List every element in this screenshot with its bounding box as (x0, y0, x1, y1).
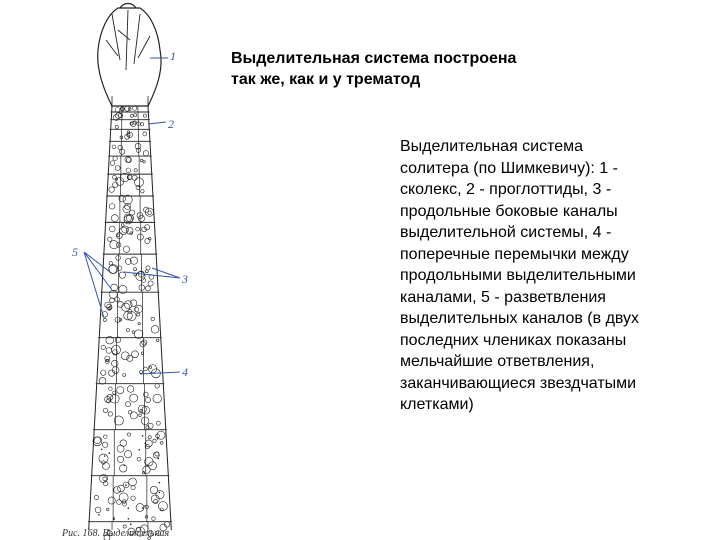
branch-cell (140, 370, 143, 373)
branch-cell (137, 457, 141, 461)
branch-cell (109, 187, 115, 193)
branch-cell (109, 226, 115, 232)
caption-line: заканчивающиеся звездчатыми (400, 374, 637, 392)
caption-line: каналами, 5 - разветвления (400, 288, 606, 306)
branch-cell (113, 175, 117, 179)
branch-cell (151, 326, 159, 334)
caption-line: клетками) (400, 396, 474, 413)
branch-cell (119, 493, 128, 502)
branch-cell (113, 156, 117, 160)
branch-cell (120, 465, 127, 472)
branch-cell (125, 106, 130, 111)
branch-cell (126, 168, 131, 173)
branch-cell (115, 166, 120, 171)
branch-cell (95, 507, 101, 513)
branch-cell (141, 417, 149, 425)
flame-cell-dot (101, 449, 103, 451)
branch-cell (117, 387, 124, 394)
branch-cell (151, 317, 154, 320)
branch-cell (123, 195, 132, 204)
branch-cell (134, 330, 143, 339)
branch-cell (134, 114, 137, 117)
label-2: 2 (168, 117, 174, 131)
branch-cell (114, 487, 121, 494)
label-5: 5 (72, 245, 78, 259)
title-line: так же, как и у трематод (231, 71, 421, 88)
branch-cell (127, 386, 134, 393)
caption-line: Выделительная система (400, 138, 584, 155)
branch-cell (122, 502, 126, 506)
branch-cell (123, 246, 129, 252)
branch-cell (153, 394, 162, 403)
label-3: 3 (182, 272, 188, 286)
branch-cell (102, 442, 107, 447)
branch-cell (149, 366, 151, 368)
branch-cell (143, 132, 147, 136)
branch-cell (117, 456, 123, 462)
branch-cell (139, 414, 142, 417)
branch-cell (129, 478, 137, 486)
flame-cell-dot (144, 505, 146, 507)
flame-cell-dot (128, 518, 130, 520)
branch-cell (99, 454, 108, 463)
branch-cell (94, 495, 98, 499)
flame-cell-dot (157, 438, 159, 440)
branch-cell (108, 237, 112, 241)
branch-cell (126, 402, 131, 407)
branch-cell (103, 477, 107, 481)
branch-cell (112, 145, 116, 149)
flame-cell-dot (157, 458, 159, 460)
branch-cell (127, 175, 132, 180)
title-line: Выделительная система построена (231, 50, 517, 67)
branch-cell (99, 377, 106, 384)
flame-cell-dot (109, 452, 111, 454)
branch-cell (156, 491, 164, 499)
branch-cell (123, 374, 126, 377)
flame-cell-dot (125, 484, 127, 486)
caption-line: выделительной системы, 4 - (400, 224, 612, 241)
branch-cell (145, 286, 150, 291)
branch-cell (157, 431, 165, 439)
flame-cell-dot (139, 449, 141, 451)
branch-cell (143, 151, 148, 156)
branch-cell (153, 439, 156, 442)
branch-cell (130, 114, 133, 117)
branch-cell (116, 243, 121, 248)
caption-line: солитера (по Шимкевичу): 1 - (400, 159, 618, 177)
label-1: 1 (170, 49, 176, 63)
branch-cell (94, 437, 101, 444)
branch-cell (124, 301, 132, 309)
branch-cell (141, 190, 144, 193)
branch-cell (109, 387, 113, 391)
branch-cell (137, 234, 143, 240)
flame-cell-dot (159, 492, 161, 494)
branch-cell (101, 370, 106, 375)
branch-cell (141, 278, 145, 282)
flame-cell-dot (144, 443, 146, 445)
branch-cell (138, 322, 140, 324)
branch-cell (155, 384, 160, 389)
branch-cell (104, 435, 108, 439)
branch-cell (130, 394, 138, 402)
branch-cell (106, 508, 109, 511)
branch-cell (103, 408, 108, 413)
caption-line: выделительных каналов (в двух (400, 310, 640, 327)
branch-cell (151, 495, 159, 503)
branch-cell (121, 224, 124, 227)
branch-cell (160, 441, 163, 444)
branch-cell (134, 169, 137, 172)
branch-cell (156, 339, 159, 342)
branch-cell (143, 161, 145, 163)
branch-cell (106, 348, 112, 354)
branch-cell (112, 360, 119, 367)
neck (112, 96, 148, 106)
branch-cell (131, 486, 135, 490)
branch-cell (115, 108, 120, 113)
slide-title (231, 48, 671, 90)
branch-cell (109, 262, 112, 265)
flame-cell-dot (147, 464, 149, 466)
branch-cell (128, 411, 131, 414)
tapeworm-illustration (0, 0, 230, 540)
branch-cell (133, 121, 136, 124)
branch-cell (125, 451, 132, 458)
caption-line: сколекс, 2 - проглоттиды, 3 - (400, 181, 612, 198)
branch-cell (132, 351, 139, 358)
branch-cell (127, 433, 130, 436)
branch-cell (142, 340, 147, 345)
flame-cell-dot (98, 514, 100, 516)
caption-line: мельчайшие ответвления, (400, 353, 595, 370)
branch-cell (116, 256, 121, 261)
branch-cell (136, 227, 140, 231)
branch-cell (143, 114, 146, 117)
branch-cell (117, 445, 124, 452)
branch-cell (144, 367, 148, 371)
branch-cell (110, 161, 115, 166)
branch-cell (145, 397, 150, 402)
branch-cell (108, 412, 112, 416)
branch-cell (133, 106, 137, 110)
scolex (98, 8, 161, 106)
branch-cell (130, 300, 137, 307)
branch-cell (156, 421, 160, 425)
branch-cell (145, 516, 148, 519)
branch-cell (134, 268, 137, 271)
branch-cell (137, 313, 140, 316)
branch-cell (143, 392, 148, 397)
branch-cell (130, 257, 137, 264)
worm-body (98, 4, 161, 107)
branch-cell (110, 394, 119, 403)
branch-cell (115, 125, 118, 128)
caption-line: поперечные перемычки между (400, 245, 629, 263)
branch-cell (148, 423, 153, 428)
branch-cell (109, 204, 115, 210)
branch-cell (152, 517, 156, 521)
branch-cell (145, 238, 150, 243)
flame-cell-dot (104, 455, 106, 457)
flame-cell-dot (159, 482, 161, 484)
branch-cell (119, 272, 125, 278)
branch-cell (108, 497, 115, 504)
branch-cell (110, 298, 115, 303)
branch-cell (132, 175, 137, 180)
branch-cell (148, 436, 151, 439)
body-outline-left (89, 106, 112, 530)
branch-cell (115, 297, 120, 302)
branch-cell (146, 266, 150, 270)
caption-line: продольные боковые каналы (400, 202, 618, 220)
branch-cell (140, 409, 143, 412)
branch-cell (140, 159, 143, 162)
branch-cell (103, 318, 106, 321)
flame-cell-dot (113, 518, 115, 520)
branch-cell (111, 215, 118, 222)
flame-cell-dot (124, 465, 126, 467)
branch-cell (141, 123, 144, 126)
branch-cell (132, 331, 135, 334)
branch-cell (101, 345, 105, 349)
branch-cell (148, 281, 153, 286)
branch-cell (131, 496, 135, 500)
flame-cell-dot (128, 507, 130, 509)
branch-cell (126, 329, 129, 332)
flame-cell-dot (142, 435, 144, 437)
flame-cell-dot (130, 523, 132, 525)
branch-cell (148, 211, 151, 214)
caption-line: продольными выделительными (400, 267, 636, 284)
proglottid-segments (88, 96, 172, 540)
branch-cell (103, 463, 110, 470)
label-4: 4 (182, 365, 188, 379)
figure-caption (400, 136, 700, 416)
branch-cell (145, 440, 152, 447)
flame-cell-dot (142, 507, 144, 509)
figure-number-note: Рис. 168. Выделительная (62, 528, 170, 539)
caption-line: последних члениках показаны (400, 331, 627, 349)
branch-cell (118, 485, 125, 492)
branch-cell (110, 240, 118, 248)
branch-cell (130, 210, 135, 215)
branch-cell (140, 341, 146, 347)
